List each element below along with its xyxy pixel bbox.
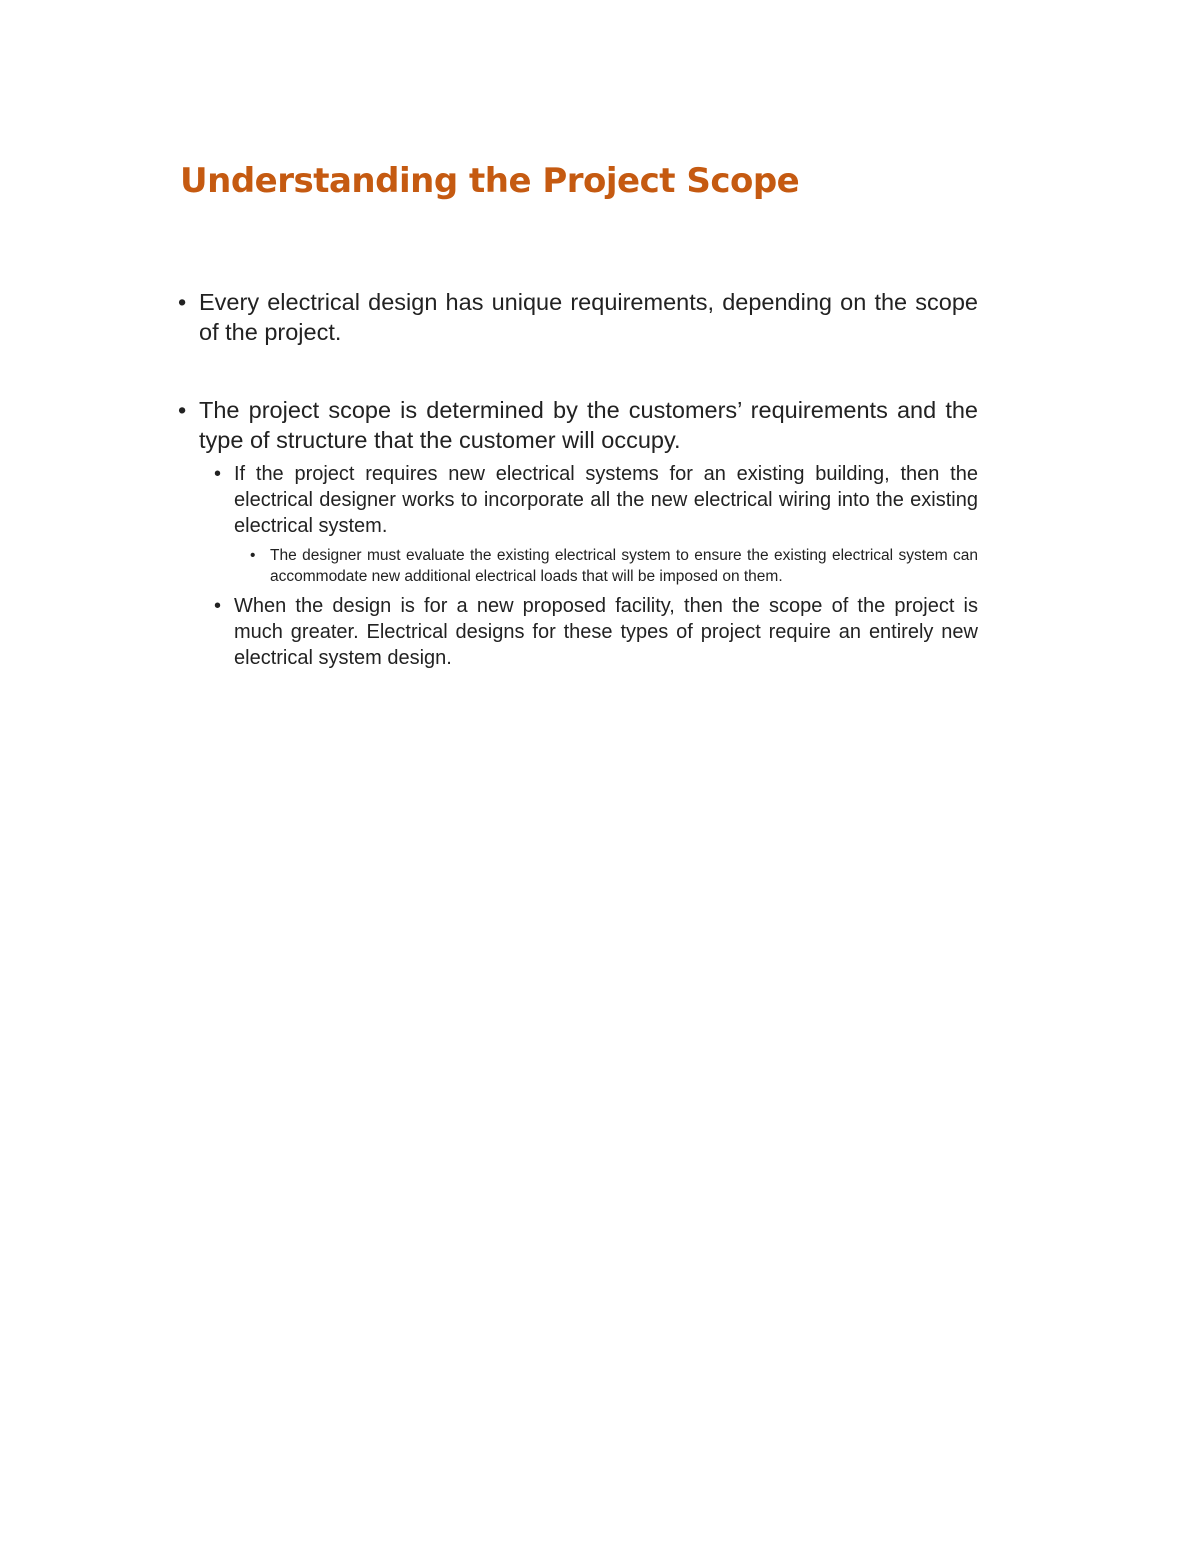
- sub-sub-bullet-text: The designer must evaluate the existing electrical system to ensure the existing electrical system can accommodate new additional electrical loads that will be imposed on them.: [270, 547, 978, 585]
- bullet-icon: •: [178, 289, 187, 315]
- bullet-item-2: [178, 395, 978, 455]
- bullet-item-1: [178, 287, 978, 347]
- sub-bullet-item-2: [214, 593, 978, 671]
- bullet-text: The project scope is determined by the customers’ requirements and the type of structure that the customer will occupy.: [199, 397, 978, 453]
- bullet-icon: •: [214, 463, 222, 485]
- sub-bullet-text: When the design is for a new proposed facility, then the scope of the project is much greater. Electrical designs for these types of project require an entirely new electrical system design.: [234, 595, 978, 669]
- bullet-icon: •: [178, 397, 187, 423]
- bullet-icon: •: [250, 547, 256, 564]
- sub-bullet-text: If the project requires new electrical systems for an existing building, then the electrical designer works to incorporate all the new electrical wiring into the existing electrical system.: [234, 463, 978, 537]
- sub-sub-bullet-item-1: [250, 545, 978, 587]
- bullet-icon: •: [214, 595, 222, 617]
- sub-bullet-item-1: [214, 461, 978, 539]
- bullet-list: [178, 287, 978, 671]
- page-title: Understanding the Project Scope: [180, 161, 800, 201]
- bullet-text: Every electrical design has unique requirements, depending on the scope of the project.: [199, 289, 978, 345]
